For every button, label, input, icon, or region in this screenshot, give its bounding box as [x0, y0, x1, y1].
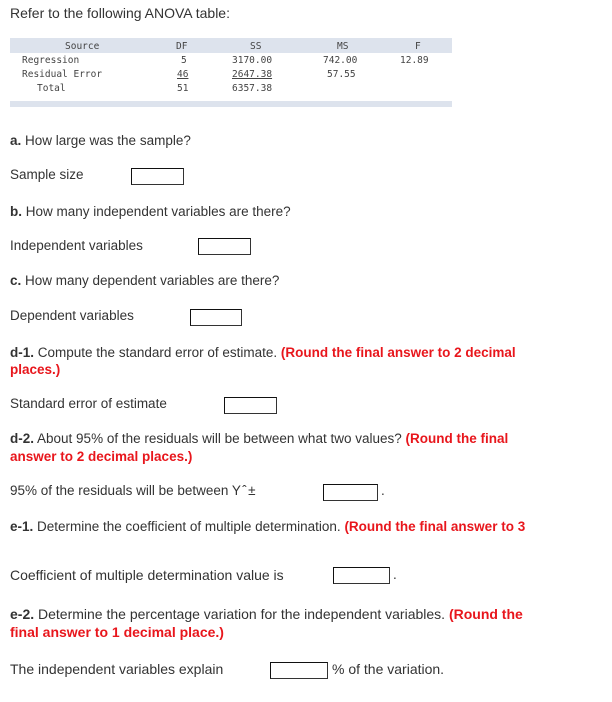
question-d1-text: Compute the standard error of estimate.: [34, 345, 281, 360]
sample-size-input[interactable]: [131, 168, 184, 185]
standard-error-input[interactable]: [224, 397, 277, 414]
question-e2-note-cont: final answer to 1 decimal place.): [10, 624, 224, 640]
question-e1-note: (Round the final answer to 3: [344, 519, 526, 534]
row-source: Regression: [22, 55, 80, 66]
percentage-suffix: % of the variation.: [332, 661, 445, 677]
percentage-label: The independent variables explain: [10, 661, 224, 677]
dependent-variables-label: Dependent variables: [10, 308, 134, 323]
question-b: [10, 204, 291, 219]
row-df: 46: [177, 69, 189, 80]
row-source: Total: [37, 83, 66, 94]
question-e1: [10, 519, 525, 534]
question-d2-text: About 95% of the residuals will be between what two values?: [34, 431, 406, 446]
header-f: F: [415, 41, 421, 52]
dependent-variables-input[interactable]: [190, 309, 242, 326]
row-source: Residual Error: [22, 69, 103, 80]
question-e2: [10, 606, 523, 622]
question-d2: [10, 431, 508, 446]
residuals-period: .: [381, 483, 385, 498]
question-d1-note: (Round the final answer to 2 decimal: [280, 345, 516, 360]
question-b-prefix: b.: [10, 204, 22, 219]
question-d1-prefix: d-1.: [10, 345, 35, 360]
row-ss: 6357.38: [232, 83, 273, 94]
question-e2-text: Determine the percentage variation for the independent variables.: [34, 606, 449, 622]
residuals-label: 95% of the residuals will be between Y ̂ ±: [10, 483, 256, 498]
question-d2-prefix: d-2.: [10, 431, 35, 446]
header-df: DF: [176, 41, 188, 52]
question-c: [10, 273, 279, 288]
header-source: Source: [65, 41, 100, 52]
header-ss: SS: [250, 41, 262, 52]
coefficient-input[interactable]: [333, 567, 390, 584]
coefficient-label: Coefficient of multiple determination value is: [10, 567, 284, 583]
question-e1-prefix: e-1.: [10, 519, 34, 534]
independent-variables-input[interactable]: [198, 238, 251, 255]
question-d1-note-cont: places.): [10, 362, 61, 377]
standard-error-label: Standard error of estimate: [10, 396, 167, 411]
row-ss: 3170.00: [232, 55, 273, 66]
independent-variables-label: Independent variables: [10, 238, 143, 253]
question-e2-prefix: e-2.: [10, 606, 35, 622]
question-b-text: How many independent variables are there?: [22, 204, 291, 219]
question-d1: [10, 345, 516, 360]
anova-footer-bar: [10, 101, 452, 107]
question-a: [10, 133, 191, 148]
row-ms: 742.00: [323, 55, 358, 66]
anova-table: [10, 38, 452, 108]
question-e2-note: (Round the: [448, 606, 523, 622]
sample-size-label: Sample size: [10, 167, 84, 182]
row-df: 51: [177, 83, 189, 94]
row-df: 5: [181, 55, 187, 66]
question-d2-note-cont: answer to 2 decimal places.): [10, 449, 193, 464]
question-a-prefix: a.: [10, 133, 22, 148]
coefficient-period: .: [393, 567, 397, 582]
row-ss: 2647.38: [232, 69, 273, 80]
percentage-input[interactable]: [270, 662, 328, 679]
row-ms: 57.55: [327, 69, 356, 80]
question-e1-text: Determine the coefficient of multiple determination.: [33, 519, 345, 534]
header-ms: MS: [337, 41, 349, 52]
residuals-input[interactable]: [323, 484, 378, 501]
row-f: 12.89: [400, 55, 429, 66]
intro-text: Refer to the following ANOVA table:: [10, 5, 230, 21]
question-d2-note: (Round the final: [405, 431, 509, 446]
question-c-prefix: c.: [10, 273, 22, 288]
question-a-text: How large was the sample?: [21, 133, 191, 148]
question-c-text: How many dependent variables are there?: [21, 273, 280, 288]
